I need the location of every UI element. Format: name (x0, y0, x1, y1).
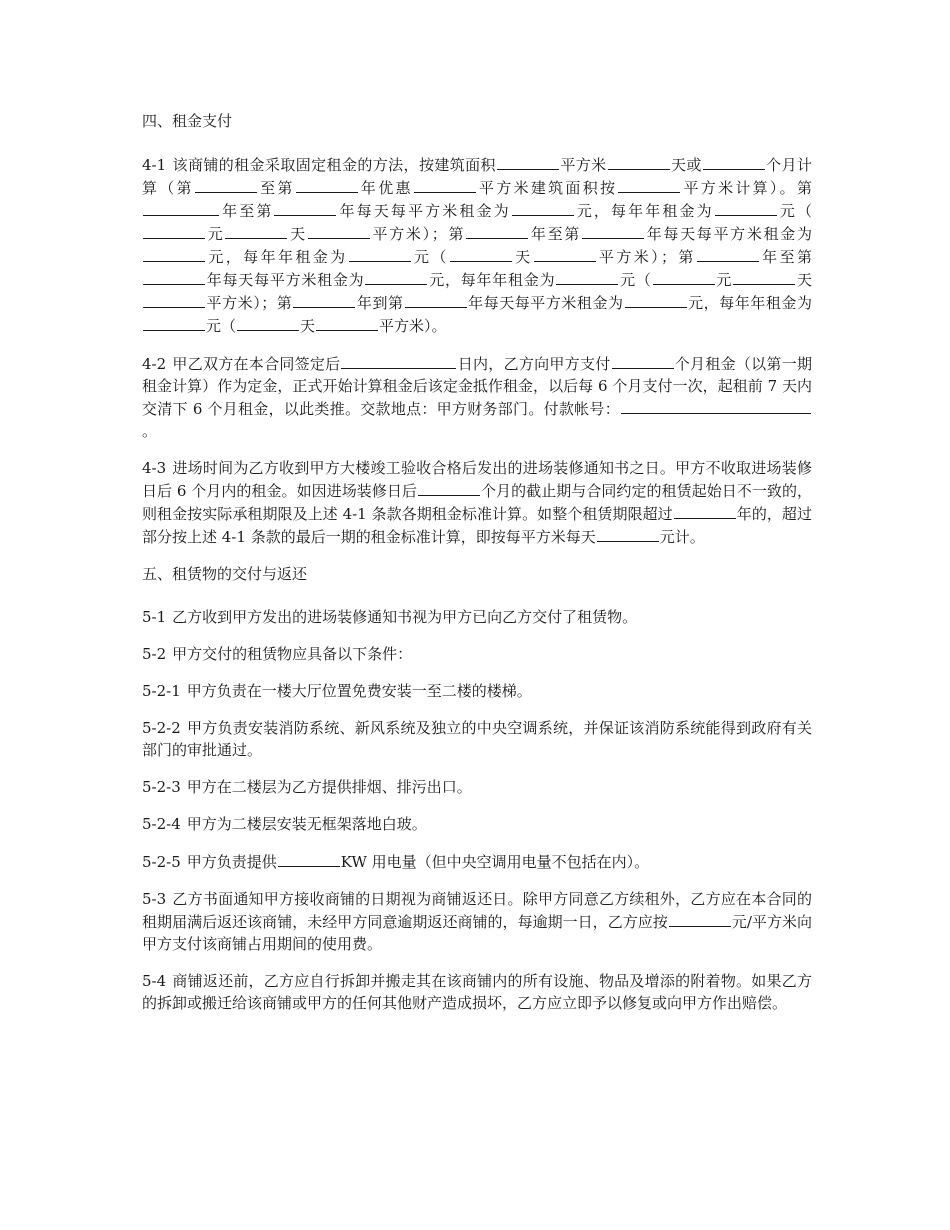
clause-text: 个月租金（以第一期租金计算）作为定金，正式开始计算租金后该定金抵作租金，以后每 6 个月支付一次，起租前 7 天内交清下 6 个月租金，以此类推。交款地点：甲方财务部门。付款帐号： (142, 355, 812, 418)
clause-text: 甲乙双方在本合同签定后 (172, 355, 341, 373)
fill-blank[interactable] (497, 153, 559, 170)
fill-blank[interactable] (237, 314, 299, 331)
account-number-blank[interactable] (621, 397, 811, 414)
clause-text: 个月计算（第 (142, 156, 812, 197)
clause-text: 该商铺的租金采取固定租金的方法，按建筑面积 (172, 156, 496, 174)
clause-text: 乙方收到甲方发出的进场装修通知书视为甲方已向乙方交付了租赁物。 (172, 608, 638, 626)
fill-blank[interactable] (308, 222, 370, 239)
fill-blank[interactable] (625, 291, 687, 308)
fill-blank[interactable] (674, 502, 736, 519)
fill-blank[interactable] (556, 268, 618, 285)
clause-4-2 (142, 352, 812, 442)
fill-blank[interactable] (414, 176, 476, 193)
clause-number: 5-4 (142, 972, 167, 990)
clause-text: 平方米）；第 (596, 248, 696, 266)
fill-blank[interactable] (618, 176, 680, 193)
clause-text: 。 (142, 422, 158, 440)
clause-text: 元计。 (659, 528, 705, 546)
clause-5-2-2 (142, 717, 812, 761)
clause-text: 甲方为二楼层安装无框架落地白玻。 (186, 815, 427, 833)
clause-4-3 (142, 457, 812, 548)
clause-text: 年优惠 (358, 179, 413, 197)
clause-text: 元，每年年租金为 (574, 202, 714, 220)
fill-blank[interactable] (143, 268, 205, 285)
fill-blank[interactable] (365, 268, 427, 285)
clause-text: 天 (300, 317, 316, 335)
clause-text: 平方米计算）。第 (681, 179, 812, 197)
fill-blank[interactable] (274, 199, 336, 216)
fill-blank[interactable] (715, 199, 777, 216)
fill-blank[interactable] (143, 291, 205, 308)
clause-text: 元 (715, 271, 733, 289)
clause-text: 元（ (777, 202, 812, 220)
clause-text: 平方米）。 (379, 317, 447, 335)
fill-blank[interactable] (278, 850, 340, 867)
clause-5-2-4 (142, 813, 812, 835)
clause-text: 年每天每平方米租金为 (467, 294, 624, 312)
clause-number: 5-3 (142, 890, 167, 908)
clause-text: 天 (796, 271, 812, 289)
clause-text: 甲方在二楼层为乙方提供排烟、排污出口。 (186, 778, 472, 796)
fill-blank[interactable] (296, 176, 358, 193)
clause-text: 元（ (411, 248, 449, 266)
clause-number: 5-2-3 (142, 778, 181, 796)
fill-blank[interactable] (582, 222, 644, 239)
clause-number: 5-2-2 (142, 719, 181, 737)
fill-blank[interactable] (597, 525, 659, 542)
fill-blank[interactable] (143, 314, 205, 331)
section-5-title: 五、租赁物的交付与返还 (142, 565, 308, 583)
clause-5-2-5 (142, 850, 812, 873)
fill-blank[interactable] (450, 245, 512, 262)
clause-5-4 (142, 970, 812, 1014)
clause-text: 元/平方米向甲方支付该商铺占用期间的使用费。 (142, 913, 812, 953)
fill-blank[interactable] (143, 245, 205, 262)
clause-text: 平方米）；第 (370, 225, 466, 243)
document-body (142, 110, 812, 1029)
clause-text: KW 用电量（但中央空调用电量不包括在内）。 (340, 853, 650, 871)
fill-blank[interactable] (225, 222, 287, 239)
fill-blank[interactable] (195, 176, 257, 193)
clause-text: 甲方负责在一楼大厅位置免费安装一至二楼的楼梯。 (186, 682, 532, 700)
fill-blank[interactable] (143, 199, 219, 216)
clause-number: 5-2-1 (142, 682, 181, 700)
fill-blank[interactable] (733, 268, 795, 285)
clause-number: 5-2-5 (142, 853, 181, 871)
fill-blank[interactable] (418, 479, 480, 496)
clause-text: 甲方负责提供 (186, 853, 277, 871)
fill-blank[interactable] (608, 153, 670, 170)
clause-5-2-3 (142, 776, 812, 798)
clause-text: 元，每年年租金为 (428, 271, 556, 289)
clause-text: 个月的截止期与合同约定的租赁起始日不一致的，则租金按实际承租期限及上述 4-1 条款各期租金标准计算。如整个租赁期限超过 (142, 482, 812, 523)
clause-number: 4-2 (142, 355, 167, 373)
clause-text: 元 (206, 225, 225, 243)
clause-text: 年每天每平方米租金为 (206, 271, 365, 289)
clause-text: 年每天每平方米租金为 (645, 225, 812, 243)
fill-blank[interactable] (316, 314, 378, 331)
clause-text: 天 (512, 248, 533, 266)
clause-text: 年至第 (220, 202, 274, 220)
clause-number: 4-3 (142, 459, 167, 477)
fill-blank[interactable] (534, 245, 596, 262)
fill-blank[interactable] (697, 245, 759, 262)
fill-blank[interactable] (341, 352, 456, 369)
clause-text: 年至第 (759, 248, 812, 266)
clause-text: 平方米 (559, 156, 607, 174)
clause-text: 年至第 (529, 225, 581, 243)
clause-text: 甲方负责安装消防系统、新风系统及独立的中央空调系统，并保证该消防系统能得到政府有关部门的审批通过。 (142, 719, 812, 759)
clause-text: 元，每年年租金为 (206, 248, 348, 266)
clause-text: 乙方书面通知甲方接收商铺的日期视为商铺返还日。除甲方同意乙方续租外，乙方应在本合同的租期届满后返还该商铺，未经甲方同意逾期返还商铺的，每逾期一日，乙方应按 (142, 890, 812, 931)
fill-blank[interactable] (405, 291, 467, 308)
clause-text: 平方米）；第 (206, 294, 293, 312)
fill-blank[interactable] (466, 222, 528, 239)
fill-blank[interactable] (703, 153, 765, 170)
clause-number: 4-1 (142, 156, 167, 174)
clause-text: 年的，超过部分按上述 4-1 条款的最后一期的租金标准计算，即按每平方米每天 (142, 505, 812, 546)
fill-blank[interactable] (512, 199, 574, 216)
clause-number: 5-1 (142, 608, 167, 626)
fill-blank[interactable] (612, 352, 674, 369)
clause-text: 元，每年年租金为 (687, 294, 812, 312)
clause-5-3 (142, 888, 812, 955)
clause-number: 5-2 (142, 645, 167, 663)
clause-text: 天 (288, 225, 307, 243)
clause-5-2 (142, 643, 812, 665)
fill-blank[interactable] (293, 291, 355, 308)
clause-text: 进场时间为乙方收到甲方大楼竣工验收合格后发出的进场装修通知书之日。甲方不收取进场装修日后 6 个月内的租金。如因进场装修日后 (142, 459, 812, 500)
clause-text: 元（ (619, 271, 652, 289)
clause-text: 年到第 (356, 294, 404, 312)
clause-text: 元（ (206, 317, 237, 335)
section-4-title: 四、租金支付 (142, 112, 233, 130)
clause-5-2-1 (142, 680, 812, 702)
clause-text: 平方米建筑面积按 (476, 179, 618, 197)
clause-text: 甲方交付的租赁物应具备以下条件： (172, 645, 413, 663)
clause-4-1 (142, 153, 812, 337)
fill-blank[interactable] (143, 222, 205, 239)
clause-text: 至第 (257, 179, 295, 197)
fill-blank[interactable] (349, 245, 411, 262)
clause-text: 天或 (670, 156, 702, 174)
clause-text: 年每天每平方米租金为 (337, 202, 511, 220)
clause-text: 日内，乙方向甲方支付 (457, 355, 611, 373)
fill-blank[interactable] (669, 910, 731, 927)
clause-text: 商铺返还前，乙方应自行拆卸并搬走其在该商铺内的所有设施、物品及增添的附着物。如果乙方的拆卸或搬迁给该商铺或甲方的任何其他财产造成损坏，乙方应立即予以修复或向甲方作出赔偿。 (142, 972, 812, 1012)
clause-5-1 (142, 606, 812, 628)
fill-blank[interactable] (653, 268, 715, 285)
clause-number: 5-2-4 (142, 815, 181, 833)
